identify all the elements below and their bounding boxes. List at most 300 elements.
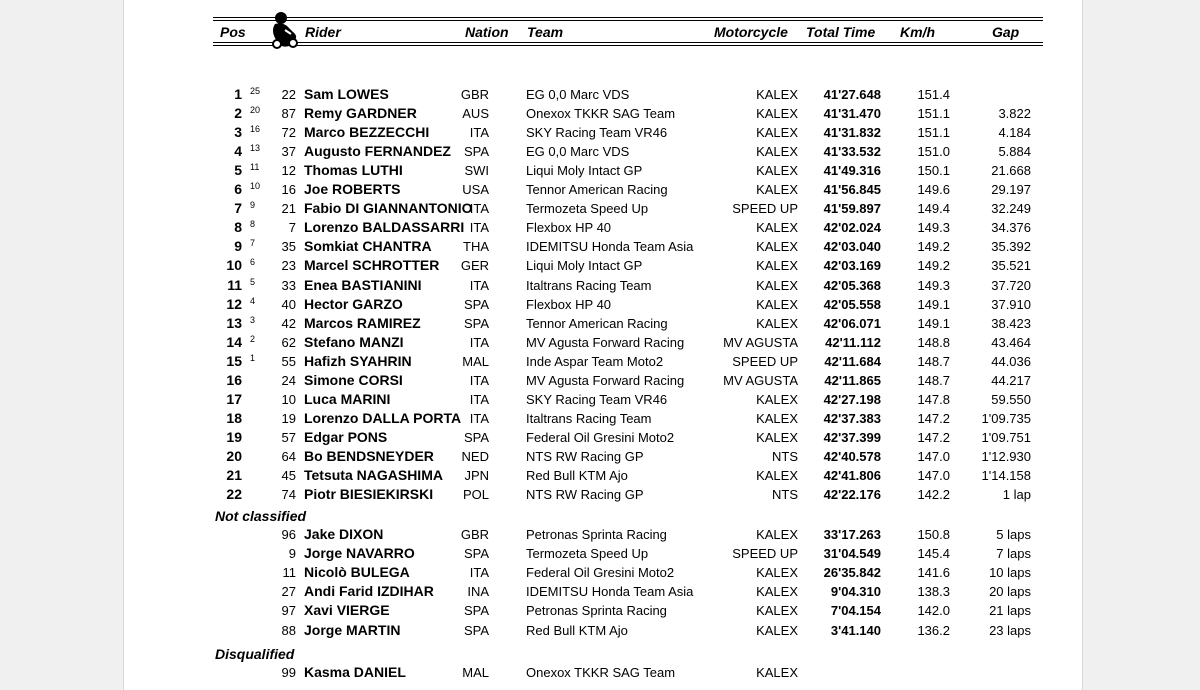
cell-team: IDEMITSU Honda Team Asia: [526, 584, 694, 600]
table-row: [0, 123, 1200, 142]
table-row: [0, 199, 1200, 218]
table-row: [0, 621, 1200, 640]
cell-pos: 9: [234, 238, 242, 255]
cell-kmh: 149.3: [917, 277, 950, 293]
cell-time: 3'41.140: [830, 622, 881, 638]
cell-team: IDEMITSU Honda Team Asia: [526, 239, 694, 255]
cell-moto: KALEX: [756, 125, 798, 141]
cell-pts: 1: [250, 352, 256, 363]
cell-rider: Jorge NAVARRO: [304, 545, 415, 562]
cell-num: 99: [281, 665, 296, 680]
cell-team: Petronas Sprinta Racing: [526, 527, 667, 542]
cell-gap: 29.197: [991, 182, 1031, 198]
header-top-rule: [213, 17, 1043, 18]
cell-nation: SPA: [463, 296, 489, 312]
cell-kmh: 151.1: [917, 106, 950, 122]
cell-pos: 14: [226, 333, 242, 350]
cell-num: 42: [281, 315, 296, 331]
table-row: [0, 180, 1200, 199]
cell-rider: Marco BEZZECCHI: [304, 124, 430, 141]
cell-moto: SPEED UP: [732, 201, 798, 217]
cell-time: 41'31.832: [823, 125, 881, 141]
cell-nation: MAL: [462, 665, 489, 680]
cell-rider: Simone CORSI: [304, 371, 403, 388]
cell-team: Onexox TKKR SAG Team: [526, 665, 676, 680]
cell-nation: SPA: [463, 429, 489, 445]
cell-pos: 13: [226, 314, 242, 331]
cell-rider: Enea BASTIANINI: [304, 276, 422, 293]
cell-num: 27: [281, 584, 296, 600]
cell-gap: 4.184: [998, 125, 1031, 141]
cell-team: NTS RW Racing GP: [526, 487, 644, 503]
cell-num: 12: [281, 163, 296, 179]
cell-team: Termozeta Speed Up: [526, 201, 649, 217]
cell-time: 42'11.684: [824, 353, 881, 369]
table-row: [0, 161, 1200, 180]
cell-kmh: 151.1: [917, 125, 950, 141]
cell-team: Tennor American Racing: [526, 182, 668, 198]
header-nation: Nation: [465, 24, 509, 40]
cell-num: 74: [281, 487, 296, 503]
cell-rider: Sam LOWES: [304, 86, 389, 102]
cell-rider: Joe ROBERTS: [304, 181, 401, 198]
cell-moto: NTS: [772, 448, 798, 464]
cell-num: 87: [281, 106, 296, 122]
cell-pos: 22: [226, 486, 242, 503]
cell-moto: KALEX: [756, 239, 798, 255]
table-row: [0, 256, 1200, 275]
cell-gap: 5.884: [998, 144, 1031, 160]
cell-pts: 25: [250, 86, 261, 96]
cell-pos: 21: [226, 467, 242, 483]
cell-time: 42'22.176: [823, 487, 881, 503]
cell-team: Federal Oil Gresini Moto2: [526, 565, 675, 581]
cell-num: 72: [281, 125, 296, 141]
cell-kmh: 147.2: [917, 410, 950, 426]
table-row: [0, 428, 1200, 447]
cell-moto: KALEX: [756, 391, 798, 407]
cell-time: 31'04.549: [823, 546, 881, 562]
cell-kmh: 142.2: [917, 487, 950, 503]
header-rider: Rider: [305, 24, 341, 40]
cell-gap: 38.423: [991, 315, 1031, 331]
cell-moto: KALEX: [756, 315, 798, 331]
cell-moto: KALEX: [756, 603, 798, 619]
cell-moto: MV AGUSTA: [723, 372, 798, 388]
cell-nation: GBR: [460, 527, 489, 542]
cell-time: 9'04.310: [830, 584, 881, 600]
cell-pos: 2: [234, 105, 242, 122]
cell-pos: 12: [226, 295, 242, 312]
header-bottom-rule: [213, 42, 1043, 43]
cell-nation: USA: [462, 182, 489, 198]
cell-nation: AUS: [462, 106, 489, 122]
cell-rider: Stefano MANZI: [304, 333, 404, 350]
cell-time: 42'06.071: [823, 315, 881, 331]
cell-moto: KALEX: [756, 258, 798, 274]
cell-num: 97: [281, 603, 296, 619]
cell-pos: 18: [226, 409, 242, 426]
table-row: [0, 390, 1200, 409]
cell-team: Termozeta Speed Up: [526, 546, 649, 562]
cell-kmh: 141.6: [917, 565, 950, 581]
cell-nation: SWI: [464, 163, 489, 179]
cell-gap: 37.720: [991, 277, 1031, 293]
cell-moto: KALEX: [756, 410, 798, 426]
cell-num: 37: [281, 144, 296, 160]
cell-rider: Somkiat CHANTRA: [304, 238, 432, 255]
cell-time: 41'31.470: [823, 106, 881, 122]
header-kmh: Km/h: [900, 24, 935, 40]
cell-kmh: 149.4: [917, 201, 950, 217]
cell-rider: Jake DIXON: [304, 526, 384, 542]
cell-num: 35: [281, 239, 296, 255]
cell-gap: 35.521: [991, 258, 1031, 274]
cell-time: 42'40.578: [823, 448, 881, 464]
cell-rider: Luca MARINI: [304, 390, 391, 407]
cell-pos: 19: [226, 428, 242, 445]
cell-kmh: 149.2: [917, 239, 950, 255]
cell-team: Liqui Moly Intact GP: [526, 258, 643, 274]
cell-time: 41'49.316: [823, 163, 881, 179]
cell-kmh: 136.2: [917, 622, 950, 638]
cell-num: 33: [281, 277, 296, 293]
cell-moto: KALEX: [756, 429, 798, 445]
motorcycle-rider-icon: [265, 10, 301, 50]
cell-gap: 5 laps: [996, 527, 1031, 542]
table-row: [0, 295, 1200, 314]
cell-kmh: 147.8: [917, 391, 950, 407]
cell-num: 10: [281, 391, 296, 407]
cell-time: 42'11.112: [825, 334, 881, 350]
cell-nation: MAL: [462, 353, 489, 369]
cell-team: Red Bull KTM Ajo: [526, 622, 628, 638]
cell-pos: 17: [226, 390, 242, 407]
cell-gap: 23 laps: [989, 622, 1031, 638]
cell-nation: INA: [467, 584, 489, 600]
cell-num: 22: [281, 87, 296, 102]
table-row: [0, 352, 1200, 371]
cell-gap: 3.822: [998, 106, 1031, 122]
cell-time: 26'35.842: [823, 565, 881, 581]
cell-num: 16: [281, 182, 296, 198]
cell-team: NTS RW Racing GP: [526, 448, 644, 464]
cell-nation: ITA: [469, 372, 489, 388]
cell-time: 42'05.368: [823, 277, 881, 293]
cell-nation: ITA: [469, 201, 489, 217]
cell-pos: 15: [226, 352, 242, 369]
cell-gap: 7 laps: [996, 546, 1031, 562]
table-row: [0, 104, 1200, 123]
cell-time: 42'05.558: [823, 296, 881, 312]
cell-pts: 2: [250, 333, 256, 344]
cell-time: 42'03.040: [823, 239, 881, 255]
cell-nation: SPA: [463, 315, 489, 331]
cell-num: 62: [281, 334, 296, 350]
cell-gap: 32.249: [991, 201, 1031, 217]
cell-time: 41'59.897: [823, 201, 881, 217]
cell-nation: ITA: [469, 334, 489, 350]
cell-moto: KALEX: [756, 584, 798, 600]
cell-gap: 44.217: [991, 372, 1031, 388]
cell-time: 42'03.169: [823, 258, 881, 274]
cell-num: 88: [281, 622, 296, 638]
cell-pts: 4: [250, 295, 256, 306]
cell-nation: GBR: [460, 87, 489, 102]
cell-gap: 59.550: [991, 391, 1031, 407]
cell-team: Inde Aspar Team Moto2: [526, 353, 664, 369]
cell-gap: 1'09.751: [981, 429, 1031, 445]
table-row: [0, 525, 1200, 544]
header-team: Team: [527, 24, 564, 40]
cell-pts: 8: [250, 219, 256, 230]
cell-pts: 16: [250, 124, 261, 135]
cell-kmh: 149.1: [917, 296, 950, 312]
disqualified-heading: Disqualified: [215, 646, 295, 662]
cell-kmh: 147.0: [917, 448, 950, 464]
cell-kmh: 148.7: [917, 353, 950, 369]
cell-moto: KALEX: [756, 565, 798, 581]
cell-nation: SPA: [463, 603, 489, 619]
cell-kmh: 148.7: [917, 372, 950, 388]
cell-num: 57: [281, 429, 296, 445]
table-row: [0, 333, 1200, 352]
cell-time: 41'56.845: [823, 182, 881, 198]
table-row: [0, 447, 1200, 466]
table-row: [0, 218, 1200, 237]
cell-time: 41'27.648: [823, 87, 881, 102]
cell-num: 24: [281, 372, 296, 388]
cell-nation: POL: [462, 487, 489, 503]
cell-team: EG 0,0 Marc VDS: [526, 87, 630, 102]
cell-kmh: 150.8: [917, 527, 950, 542]
cell-pos: 5: [234, 162, 242, 179]
cell-num: 55: [281, 353, 296, 369]
cell-team: Liqui Moly Intact GP: [526, 163, 643, 179]
cell-moto: NTS: [772, 487, 798, 503]
cell-pos: 7: [234, 200, 242, 217]
table-row: [0, 276, 1200, 295]
cell-pos: 11: [227, 276, 242, 293]
cell-pts: 3: [250, 314, 256, 325]
table-row: [0, 314, 1200, 333]
cell-moto: KALEX: [756, 665, 798, 680]
cell-nation: ITA: [469, 410, 489, 426]
header-motorcycle: Motorcycle: [714, 24, 788, 40]
cell-rider: Tetsuta NAGASHIMA: [304, 467, 443, 483]
cell-team: SKY Racing Team VR46: [526, 391, 668, 407]
not-classified-heading: Not classified: [215, 508, 307, 524]
cell-num: 7: [288, 220, 296, 236]
cell-team: Tennor American Racing: [526, 315, 668, 331]
cell-kmh: 149.1: [917, 315, 950, 331]
cell-moto: KALEX: [756, 622, 798, 638]
cell-team: Italtrans Racing Team: [526, 277, 652, 293]
cell-moto: MV AGUSTA: [723, 334, 798, 350]
cell-nation: SPA: [463, 546, 489, 562]
cell-gap: 43.464: [991, 334, 1031, 350]
cell-kmh: 148.8: [917, 334, 950, 350]
cell-num: 23: [281, 258, 296, 274]
table-row: [0, 466, 1200, 485]
table-row: [0, 409, 1200, 428]
cell-team: MV Agusta Forward Racing: [526, 334, 685, 350]
cell-kmh: 151.4: [917, 87, 950, 102]
cell-gap: 1'09.735: [981, 410, 1031, 426]
cell-team: Federal Oil Gresini Moto2: [526, 429, 675, 445]
cell-num: 40: [281, 296, 296, 312]
cell-pos: 8: [234, 219, 242, 236]
cell-kmh: 150.1: [917, 163, 950, 179]
cell-kmh: 149.2: [917, 258, 950, 274]
cell-kmh: 145.4: [917, 546, 950, 562]
cell-gap: 21.668: [991, 163, 1031, 179]
cell-num: 45: [281, 468, 296, 483]
cell-pos: 6: [234, 181, 242, 198]
cell-pos: 4: [234, 143, 242, 160]
table-row: [0, 485, 1200, 504]
cell-team: MV Agusta Forward Racing: [526, 372, 685, 388]
cell-rider: Bo BENDSNEYDER: [304, 447, 434, 464]
header-pos: Pos: [220, 24, 246, 40]
table-row: [0, 142, 1200, 161]
cell-rider: Piotr BIESIEKIRSKI: [304, 486, 434, 503]
cell-kmh: 147.0: [917, 468, 950, 483]
cell-time: 42'11.865: [824, 372, 881, 388]
cell-num: 11: [282, 565, 296, 581]
table-row: [0, 601, 1200, 620]
cell-pts: 13: [250, 143, 261, 154]
table-row: [0, 85, 1200, 104]
cell-rider: Jorge MARTIN: [304, 621, 401, 638]
cell-rider: Hector GARZO: [304, 295, 403, 312]
cell-num: 9: [288, 546, 296, 562]
table-row: [0, 582, 1200, 601]
cell-rider: Xavi VIERGE: [304, 602, 390, 619]
cell-kmh: 142.0: [917, 603, 950, 619]
cell-rider: Andi Farid IZDIHAR: [304, 583, 434, 600]
cell-team: Red Bull KTM Ajo: [526, 468, 628, 483]
cell-pts: 7: [250, 238, 256, 249]
cell-moto: KALEX: [756, 163, 798, 179]
cell-rider: Lorenzo DALLA PORTA: [304, 409, 462, 426]
cell-team: Flexbox HP 40: [526, 220, 612, 236]
cell-kmh: 147.2: [917, 429, 950, 445]
cell-pts: 6: [250, 257, 256, 268]
header-bottom-rule-2: [213, 45, 1043, 46]
cell-gap: 20 laps: [989, 584, 1031, 600]
cell-rider: Lorenzo BALDASSARRI: [304, 219, 465, 236]
cell-rider: Augusto FERNANDEZ: [304, 143, 451, 160]
cell-time: 7'04.154: [830, 603, 881, 619]
cell-moto: KALEX: [756, 144, 798, 160]
cell-rider: Fabio DI GIANNANTONIO: [304, 200, 473, 217]
cell-nation: THA: [463, 239, 489, 255]
cell-pts: 5: [250, 276, 256, 287]
cell-nation: ITA: [469, 565, 489, 581]
cell-nation: ITA: [469, 220, 489, 236]
cell-pts: 9: [250, 200, 256, 211]
cell-moto: KALEX: [756, 527, 798, 542]
cell-moto: KALEX: [756, 468, 798, 483]
cell-team: Petronas Sprinta Racing: [526, 603, 667, 619]
cell-nation: ITA: [469, 391, 489, 407]
table-row: [0, 371, 1200, 390]
cell-moto: KALEX: [756, 87, 798, 102]
cell-moto: KALEX: [756, 220, 798, 236]
cell-time: 33'17.263: [823, 527, 881, 542]
cell-moto: KALEX: [756, 106, 798, 122]
cell-pos: 3: [234, 124, 242, 141]
cell-gap: 1 lap: [1002, 487, 1031, 503]
cell-pts: 11: [250, 162, 260, 173]
cell-gap: 35.392: [991, 239, 1031, 255]
cell-gap: 1'14.158: [981, 468, 1031, 483]
cell-time: 42'37.383: [823, 410, 881, 426]
cell-rider: Thomas LUTHI: [304, 162, 403, 179]
cell-kmh: 151.0: [917, 144, 950, 160]
cell-moto: KALEX: [756, 277, 798, 293]
cell-pos: 16: [226, 371, 242, 388]
cell-gap: 34.376: [991, 220, 1031, 236]
cell-pts: 20: [250, 105, 261, 116]
cell-time: 42'41.806: [823, 468, 881, 483]
cell-num: 19: [281, 410, 296, 426]
cell-time: 42'37.399: [823, 429, 881, 445]
cell-team: Flexbox HP 40: [526, 296, 612, 312]
cell-pos: 10: [226, 257, 242, 274]
cell-team: Italtrans Racing Team: [526, 410, 652, 426]
cell-rider: Edgar PONS: [304, 428, 388, 445]
cell-team: EG 0,0 Marc VDS: [526, 144, 630, 160]
cell-moto: KALEX: [756, 296, 798, 312]
cell-rider: Hafizh SYAHRIN: [304, 352, 412, 369]
cell-num: 21: [281, 201, 296, 217]
cell-nation: SPA: [463, 622, 489, 638]
cell-kmh: 149.3: [917, 220, 950, 236]
header-top-rule-2: [213, 20, 1043, 21]
cell-gap: 10 laps: [989, 565, 1031, 581]
table-row: [0, 237, 1200, 256]
cell-moto: SPEED UP: [732, 546, 798, 562]
cell-gap: 37.910: [991, 296, 1031, 312]
table-row: [0, 563, 1200, 582]
cell-nation: NED: [461, 448, 489, 464]
cell-kmh: 149.6: [917, 182, 950, 198]
cell-pos: 1: [234, 86, 242, 102]
cell-time: 41'33.532: [823, 144, 881, 160]
cell-nation: GER: [460, 258, 489, 274]
cell-team: SKY Racing Team VR46: [526, 125, 668, 141]
cell-pos: 20: [226, 447, 242, 464]
table-row: [0, 663, 1200, 682]
cell-rider: Marcos RAMIREZ: [304, 314, 421, 331]
cell-rider: Nicolò BULEGA: [304, 564, 410, 581]
table-row: [0, 544, 1200, 563]
cell-moto: KALEX: [756, 182, 798, 198]
header-gap: Gap: [992, 24, 1020, 40]
cell-kmh: 138.3: [917, 584, 950, 600]
cell-team: Onexox TKKR SAG Team: [526, 106, 676, 122]
cell-rider: Marcel SCHROTTER: [304, 257, 440, 274]
cell-rider: Kasma DANIEL: [304, 664, 406, 680]
cell-rider: Remy GARDNER: [304, 105, 417, 122]
header-total-time: Total Time: [806, 24, 876, 40]
cell-pts: 10: [250, 181, 261, 192]
cell-moto: SPEED UP: [732, 353, 798, 369]
cell-gap: 1'12.930: [981, 448, 1031, 464]
cell-nation: JPN: [464, 468, 489, 483]
